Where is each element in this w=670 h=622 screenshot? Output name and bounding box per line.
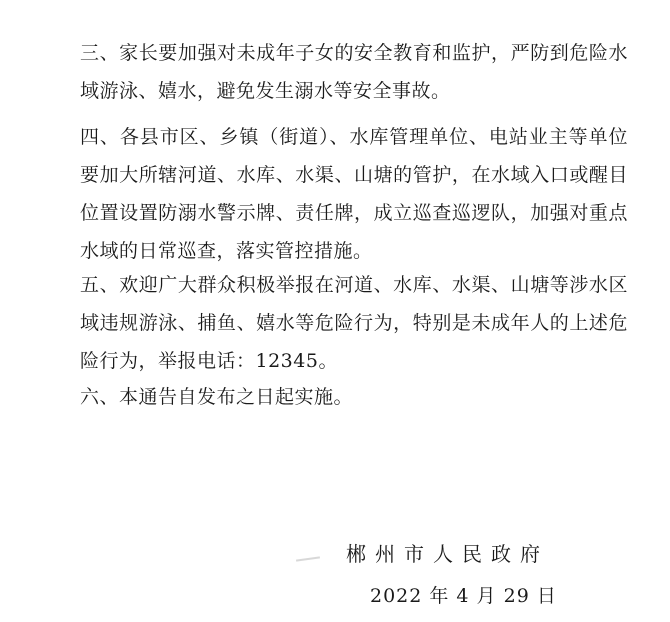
- paragraph-item-6: 六、本通告自发布之日起实施。: [80, 386, 354, 408]
- paragraph-item-5: 五、欢迎广大群众积极举报在河道、水库、水渠、山塘等涉水区域违规游泳、捕鱼、嬉水等危险行为，特别是未成年人的上述危险行为，举报电话：12345。: [80, 274, 628, 372]
- issue-date: 2022 年 4 月 29 日: [370, 585, 557, 607]
- paragraph-item-3: 三、家长要加强对未成年子女的安全教育和监护，严防到危险水域游泳、嬉水，避免发生溺水等安全事故。: [80, 42, 628, 102]
- issuer-signature: 郴州市人民政府: [346, 542, 549, 566]
- paragraph-item-4: 四、各县市区、乡镇（街道）、水库管理单位、电站业主等单位要加大所辖河道、水库、水渠、山塘的管护，在水域入口或醒目位置设置防溺水警示牌、责任牌，成立巡查巡逻队，加强对重点水域的日常巡查，落实管控措施。: [80, 126, 628, 262]
- faint-ink-mark: [296, 556, 320, 561]
